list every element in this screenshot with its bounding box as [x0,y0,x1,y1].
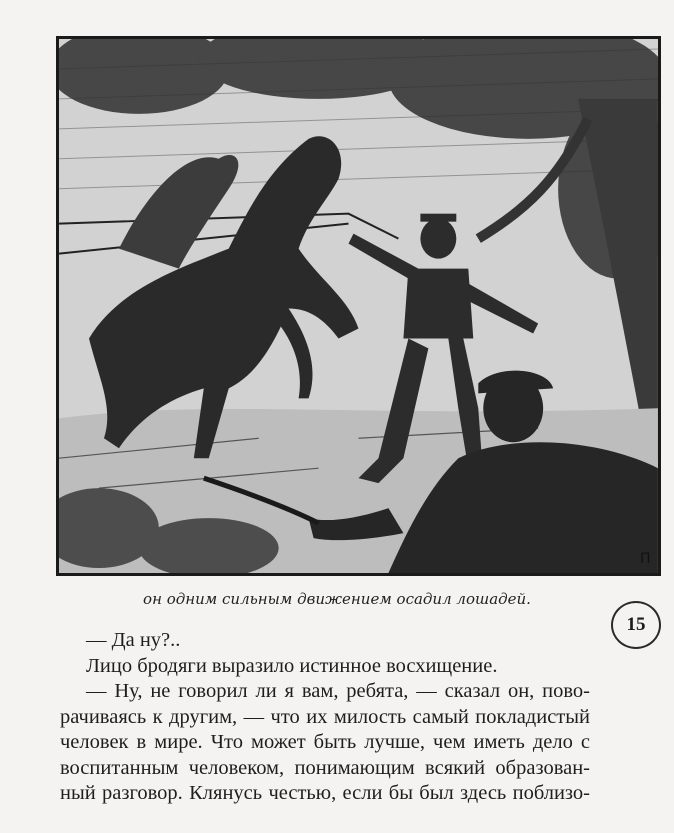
paragraph-1: — Да ну?.. [86,629,181,651]
book-illustration [56,36,661,576]
text-line: человек в мире. Что может быть лучше, чем иметь дело с [60,731,590,753]
page-number: 15 [611,601,661,649]
paragraph-2: Лицо бродяги выразило истинное восхищение. [86,654,498,677]
illustration-caption: он одним сильным движением осадил лошадей. [143,590,531,608]
text-line: ный разговор. Клянусь честью, если бы был здесь поблизо- [60,782,590,804]
body-text [60,628,590,807]
text-line: — Ну, не говорил ли я вам, ребята, — сказал он, пово- [86,680,590,702]
text-line: воспитанным человеком, понимающим всякий образован- [60,756,590,779]
paragraph-3 [60,679,590,807]
text-line: рачиваясь к другим, — что их милость самый покладистый [60,705,590,728]
artist-signature: П [639,551,651,568]
engraving-drawing [59,39,658,573]
